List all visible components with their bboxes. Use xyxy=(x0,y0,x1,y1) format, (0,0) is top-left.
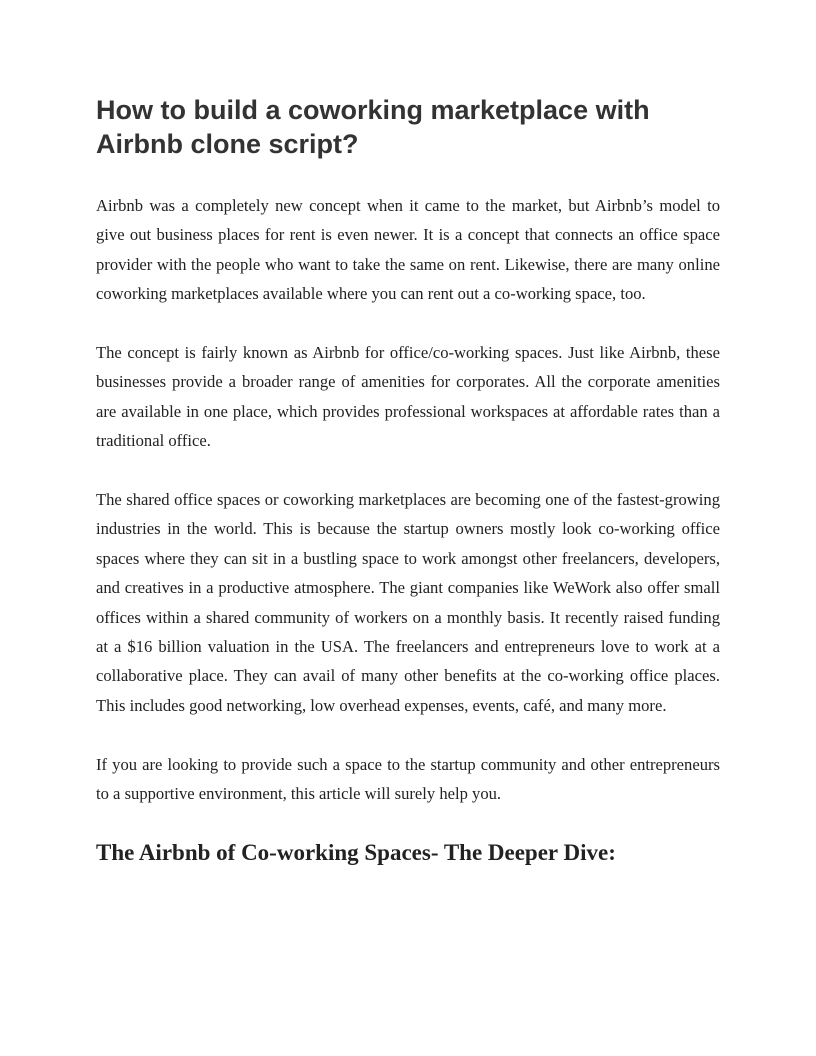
document-page xyxy=(96,93,720,868)
section-heading: The Airbnb of Co-working Spaces- The Deeper Dive: xyxy=(96,839,616,865)
paragraph-call-to-action: If you are looking to provide such a space to the startup community and other entrepreneurs to a supportive environment, this article will surely help you. xyxy=(96,754,720,804)
paragraph-intro: Airbnb was a completely new concept when it came to the market, but Airbnb’s model to give out business places for rent is even newer. It is a concept that connects an office space provider with the people who want to take the same on rent. Likewise, there are many online coworking marketplaces available where you can rent out a co-working space, too. xyxy=(96,196,720,304)
paragraph-concept: The concept is fairly known as Airbnb for office/co-working spaces. Just like Airbnb, these businesses provide a broader range of amenities for corporates. All the corporate amenities are available in one place, which provides professional workspaces at affordable rates than a traditional office. xyxy=(96,343,720,451)
paragraph-shared-offices: The shared office spaces or coworking marketplaces are becoming one of the fastest-growing industries in the world. This is because the startup owners mostly look co-working office spaces where they can sit in a bustling space to work amongst other freelancers, developers, and creatives in a productive atmosphere. The giant companies like WeWork also offer small offices within a shared community of workers on a monthly basis. It recently raised funding at a $16 billion valuation in the USA. The freelancers and entrepreneurs love to work at a collaborative place. They can avail of many other benefits at the co-working office places. This includes good networking, low overhead expenses, events, café, and many more. xyxy=(96,490,720,715)
document-title: How to build a coworking marketplace with Airbnb clone script? xyxy=(96,95,650,159)
